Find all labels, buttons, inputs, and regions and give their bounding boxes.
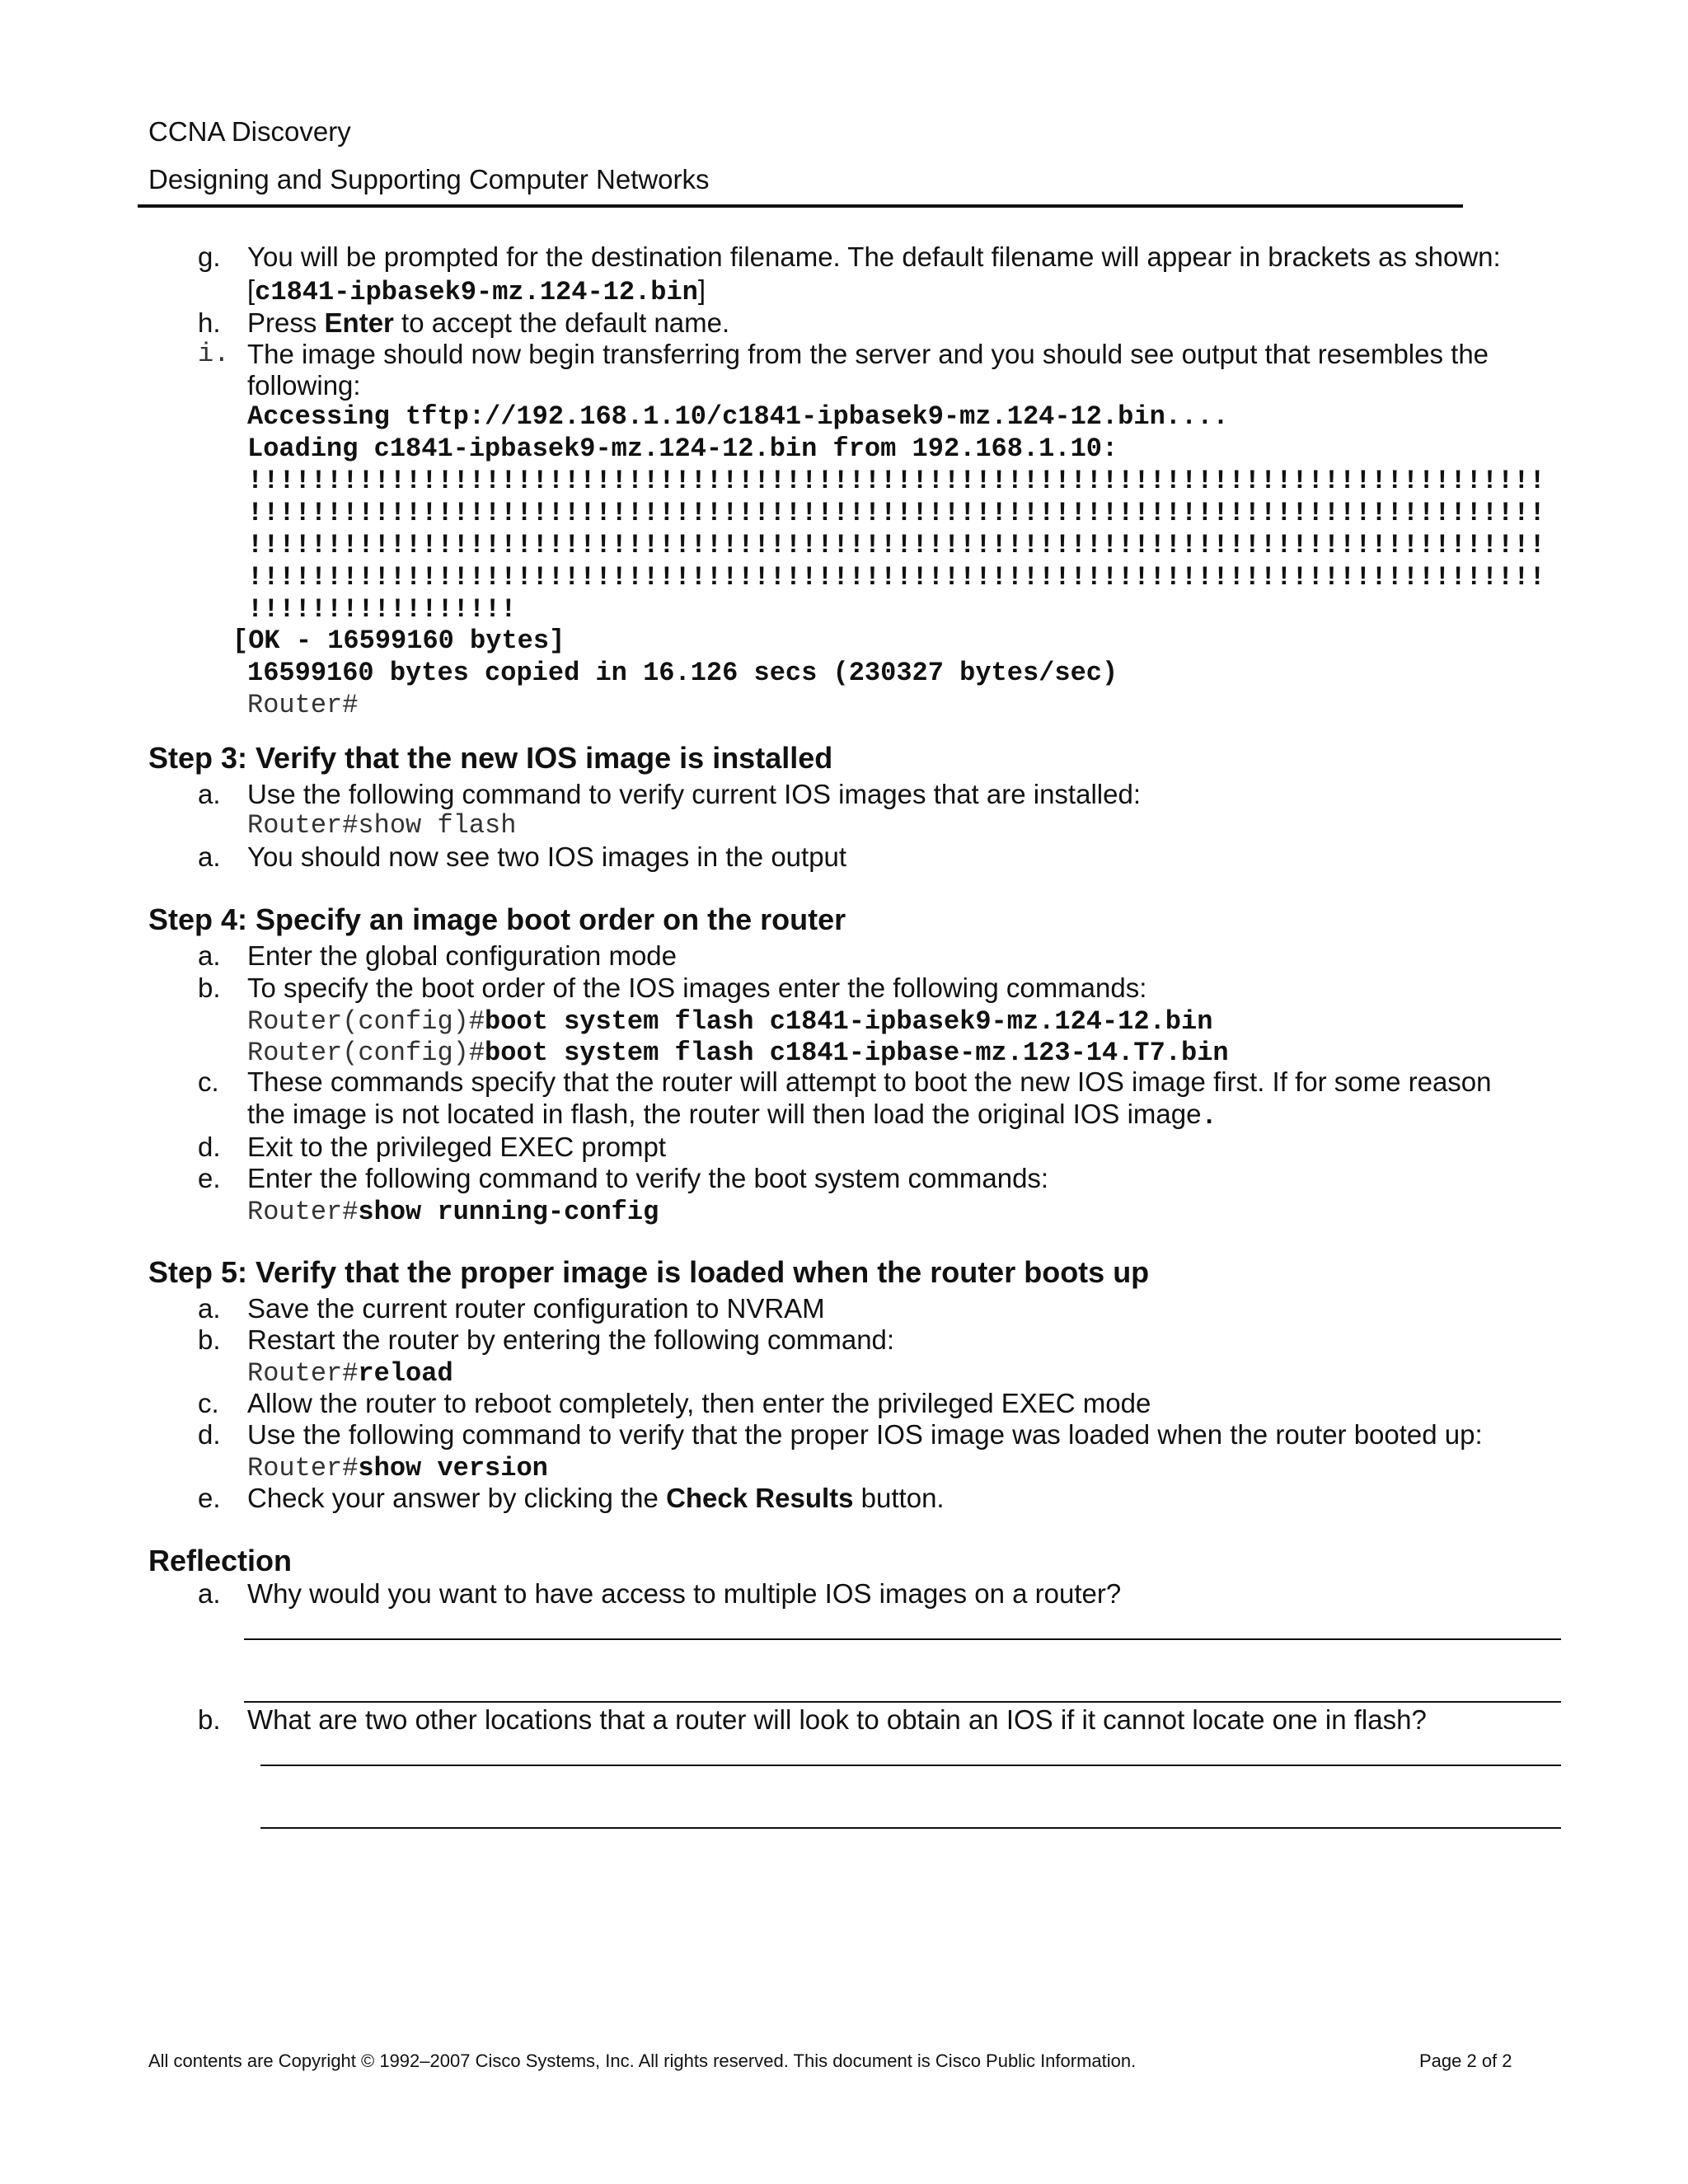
command-prompt: Router(config)# — [247, 1006, 485, 1037]
list-marker: i. — [198, 339, 230, 369]
command-prompt: Router# — [247, 1453, 359, 1483]
button-name: Check Results — [666, 1483, 854, 1513]
answer-line[interactable] — [260, 1765, 1561, 1766]
list-marker: e. — [198, 1483, 221, 1513]
list-marker: e. — [198, 1163, 221, 1193]
bracket-open: [ — [247, 274, 256, 305]
command-text: show version — [358, 1453, 548, 1483]
command-text: boot system flash c1841-ipbasek9-mz.124-12.bin — [485, 1006, 1213, 1037]
page-number: Page 2 of 2 — [1419, 2050, 1512, 2071]
key-name: Enter — [324, 307, 394, 338]
list-text: To specify the boot order of the IOS images enter the following commands: — [247, 972, 1147, 1003]
question-text: What are two other locations that a router will look to obtain an IOS if it cannot locate one in flash? — [247, 1704, 1427, 1735]
list-marker: h. — [198, 307, 221, 338]
list-marker: b. — [198, 1704, 221, 1735]
step-4-heading: Step 4: Specify an image boot order on the router — [148, 902, 846, 936]
list-marker: d. — [198, 1419, 221, 1450]
list-marker: a. — [198, 841, 221, 872]
step-5-heading: Step 5: Verify that the proper image is loaded when the router boots up — [148, 1255, 1150, 1289]
step-3-heading: Step 3: Verify that the new IOS image is installed — [148, 741, 833, 775]
list-marker: a. — [198, 779, 221, 809]
copyright-notice: All contents are Copyright © 1992–2007 Cisco Systems, Inc. All rights reserved. This document is Cisco Public Information. — [148, 2050, 1137, 2071]
list-text: the image is not located in flash, the router will then load the original IOS image — [247, 1099, 1202, 1129]
list-text: Enter the global configuration mode — [247, 940, 678, 971]
list-text: Press — [247, 307, 325, 338]
answer-line[interactable] — [244, 1638, 1561, 1640]
command-prompt: Router(config)# — [247, 1038, 485, 1068]
list-text: Enter the following command to verify the boot system commands: — [247, 1163, 1049, 1193]
list-marker: b. — [198, 1324, 221, 1355]
list-text: The image should now begin transferring from the server and you should see output that resembles the — [247, 339, 1489, 369]
list-text: These commands specify that the router will attempt to boot the new IOS image first. If for some reason — [247, 1066, 1492, 1097]
list-text: Use the following command to verify that the proper IOS image was loaded when the router booted up: — [247, 1419, 1483, 1450]
list-marker: a. — [198, 1293, 221, 1324]
command-text: show running-config — [358, 1197, 659, 1227]
list-marker: c. — [198, 1388, 219, 1418]
command-text: reload — [358, 1358, 453, 1389]
list-text: following: — [247, 370, 361, 401]
bracket-close: ] — [697, 274, 706, 305]
list-text: Use the following command to verify current IOS images that are installed: — [247, 779, 1141, 809]
period: . — [1201, 1101, 1217, 1132]
command-text: boot system flash c1841-ipbase-mz.123-14.T7.bin — [485, 1038, 1229, 1068]
list-text: Save the current router configuration to NVRAM — [247, 1293, 825, 1324]
list-text: button. — [853, 1483, 945, 1513]
command-prompt: Router# — [247, 1197, 359, 1227]
list-text: to accept the default name. — [393, 307, 730, 338]
list-text: Allow the router to reboot completely, then enter the privileged EXEC mode — [247, 1388, 1151, 1418]
list-marker: a. — [198, 940, 221, 971]
answer-line[interactable] — [244, 1701, 1561, 1703]
list-marker: a. — [198, 1578, 221, 1609]
course-title: CCNA Discovery — [148, 116, 351, 147]
list-marker: b. — [198, 972, 221, 1003]
command-text: Router#show flash — [247, 810, 517, 841]
list-text: Exit to the privileged EXEC prompt — [247, 1132, 667, 1162]
answer-line[interactable] — [260, 1827, 1561, 1829]
list-text: Restart the router by entering the following command: — [247, 1324, 895, 1355]
list-text: You should now see two IOS images in the output — [247, 841, 847, 872]
list-text: You will be prompted for the destination filename. The default filename will appear in brackets as shown: — [247, 241, 1501, 272]
reflection-heading: Reflection — [148, 1544, 293, 1577]
default-filename: c1841-ipbasek9-mz.124-12.bin — [255, 277, 698, 307]
list-marker: c. — [198, 1066, 219, 1097]
list-marker: g. — [198, 241, 221, 272]
question-text: Why would you want to have access to multiple IOS images on a router? — [247, 1578, 1122, 1609]
command-prompt: Router# — [247, 1358, 359, 1389]
list-marker: d. — [198, 1132, 221, 1162]
header-divider — [138, 204, 1463, 208]
course-subtitle: Designing and Supporting Computer Networks — [148, 164, 710, 194]
list-text: Check your answer by clicking the — [247, 1483, 667, 1513]
page-header — [148, 114, 1467, 198]
